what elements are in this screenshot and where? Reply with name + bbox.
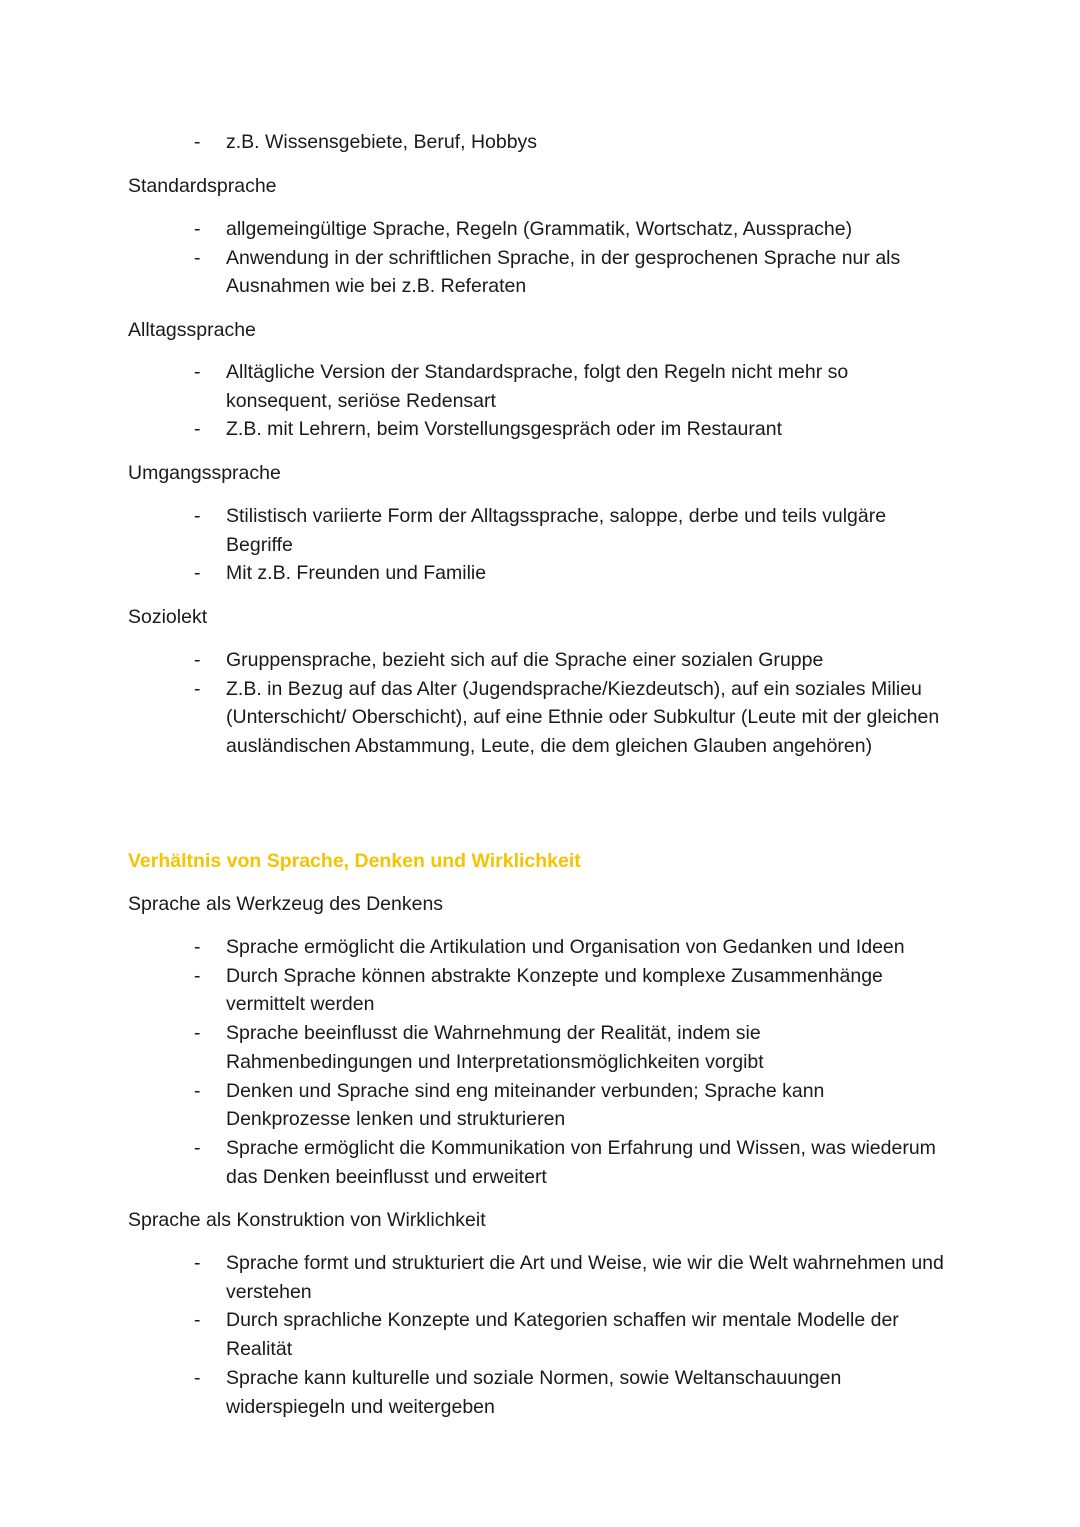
bullet-dash: - (194, 218, 201, 240)
list-umgangssprache (0, 502, 1080, 588)
bullet-dash: - (194, 1136, 201, 1159)
heading-werkzeug-des-denkens: Sprache als Werkzeug des Denkens (128, 893, 444, 915)
heading-alltagssprache: Alltagssprache (128, 319, 256, 341)
list-item-text: Sprache kann kulturelle und soziale Normen, sowie Weltanschauungen widerspiegeln und weitergeben (226, 1366, 842, 1418)
bullet-dash: - (194, 1309, 201, 1332)
list-item-text: Sprache beeinflusst die Wahrnehmung der Realität, indem sie Rahmenbedingungen und Interpretationsmöglichkeiten vorgibt (226, 1022, 764, 1073)
bullet-dash: - (194, 649, 201, 671)
list-standardsprache (0, 215, 1080, 301)
list-werkzeug-des-denkens (0, 933, 1080, 1191)
bullet-dash: - (194, 361, 201, 383)
list-item-text: Gruppensprache, bezieht sich auf die Sprache einer sozialen Gruppe (226, 649, 824, 671)
list-item-text: Durch sprachliche Konzepte und Kategorien schaffen wir mentale Modelle der Realität (226, 1309, 899, 1361)
bullet-dash: - (194, 505, 201, 527)
list-item (0, 559, 946, 588)
list-item-text: z.B. Wissensgebiete, Beruf, Hobbys (226, 131, 538, 153)
list-item (0, 244, 946, 301)
bullet-dash: - (194, 1079, 201, 1102)
list-item-text: Denken und Sprache sind eng miteinander verbunden; Sprache kann Denkprozesse lenken und strukturieren (226, 1079, 825, 1131)
list-item-text: Z.B. in Bezug auf das Alter (Jugendsprache/Kiezdeutsch), auf ein soziales Milieu (Unterschicht/ Oberschicht), auf eine Ethnie oder Subkultur (Leute mit der gleichen ausländischen Abstammung, Leute, die dem gleichen Glauben angehören) (226, 677, 940, 758)
bullet-dash: - (194, 131, 201, 153)
list-item-text: allgemeingültige Sprache, Regeln (Grammatik, Wortschatz, Aussprache) (226, 218, 853, 240)
heading-standardsprache: Standardsprache (128, 175, 277, 197)
list-item-text: Durch Sprache können abstrakte Konzepte und komplexe Zusammenhänge vermittelt werden (226, 964, 883, 1016)
heading-umgangssprache: Umgangssprache (128, 462, 281, 484)
list-item (0, 1077, 946, 1134)
heading-soziolekt: Soziolekt (128, 606, 208, 628)
list-item-text: Sprache ermöglicht die Artikulation und Organisation von Gedanken und Ideen (226, 936, 905, 958)
list-item (0, 962, 946, 1019)
list-item (0, 1019, 946, 1076)
list-item (0, 646, 946, 675)
list-konstruktion-von-wirklichkeit (0, 1249, 1080, 1421)
list-item (0, 128, 946, 157)
intro-bullet-list (0, 128, 1080, 157)
list-item-text: Stilistisch variierte Form der Alltagssprache, saloppe, derbe und teils vulgäre Begriffe (226, 505, 887, 556)
bullet-dash: - (194, 936, 201, 958)
bullet-dash: - (194, 677, 201, 700)
list-item (0, 415, 946, 444)
bullet-dash: - (194, 418, 201, 441)
list-item-text: Anwendung in der schriftlichen Sprache, in der gesprochenen Sprache nur als Ausnahmen wie bei z.B. Referaten (226, 246, 901, 298)
list-item (0, 215, 946, 244)
bullet-dash: - (194, 1022, 201, 1045)
bullet-dash: - (194, 1366, 201, 1389)
list-item-text: Sprache formt und strukturiert die Art und Weise, wie wir die Welt wahrnehmen und verstehen (226, 1252, 944, 1303)
list-alltagssprache (0, 358, 1080, 444)
bullet-dash: - (194, 246, 201, 269)
bullet-dash: - (194, 1252, 201, 1274)
list-item (0, 358, 946, 415)
list-item-text: Z.B. mit Lehrern, beim Vorstellungsgespräch oder im Restaurant (226, 418, 783, 441)
list-item-text: Mit z.B. Freunden und Familie (226, 562, 487, 585)
list-item (0, 1306, 946, 1363)
chapter-title: Verhältnis von Sprache, Denken und Wirklichkeit (128, 850, 581, 872)
list-item (0, 502, 946, 559)
list-soziolekt (0, 646, 1080, 761)
list-item (0, 1364, 946, 1421)
list-item (0, 1134, 946, 1191)
list-item (0, 675, 946, 761)
bullet-dash: - (194, 562, 201, 585)
list-item (0, 1249, 946, 1306)
list-item-text: Sprache ermöglicht die Kommunikation von Erfahrung und Wissen, was wiederum das Denken beeinflusst und erweitert (226, 1136, 936, 1188)
list-item-text: Alltägliche Version der Standardsprache, folgt den Regeln nicht mehr so konsequent, seriöse Redensart (226, 361, 849, 412)
list-item (0, 933, 946, 962)
heading-konstruktion-von-wirklichkeit: Sprache als Konstruktion von Wirklichkeit (128, 1209, 486, 1231)
bullet-dash: - (194, 964, 201, 987)
